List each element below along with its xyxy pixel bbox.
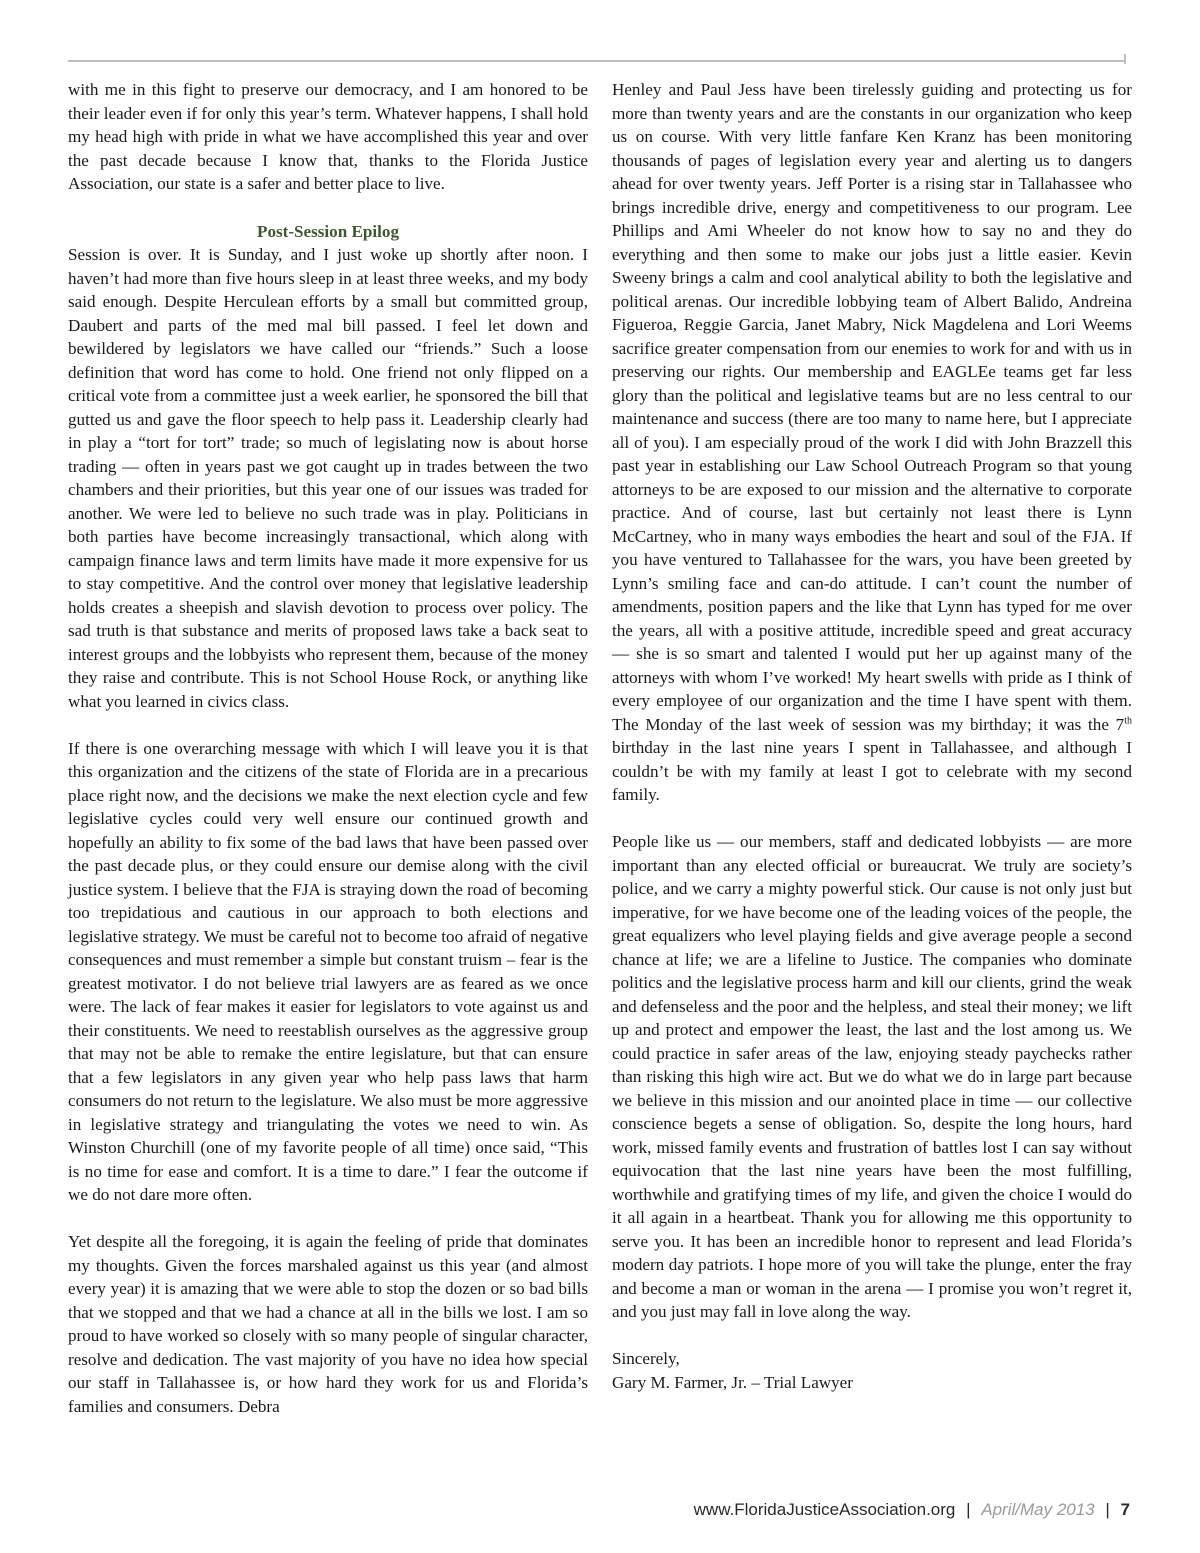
left-text-column [68, 78, 588, 1418]
closing-salutation: Sincerely, [612, 1349, 680, 1368]
right-paragraph-1-main: Henley and Paul Jess have been tirelessly guiding and protecting us for more than twenty years and are the constants in our organization who keep us on course. With very little fanfare Ken Kranz has been monitoring thousands of pages of legislation every year and alerting us to dangers ahead for over twenty years. Jeff Porter is a rising star in Tallahassee who brings incredible drive, energy and competitiveness to our program. Lee Phillips and Ami Wheeler do not know how to say no and they do everything and then some to make our jobs just a little easier. Kevin Sweeny brings a calm and cool analytical ability to both the legislative and political arenas. Our incredible lobbying team of Albert Balido, Andreina Figueroa, Reggie Garcia, Janet Mabry, Nick Magdelena and Lori Weems sacrifice greater compensation from our enemies to work for and with us in preserving our rights. Our membership and EAGLEe teams get far less glory than the political and legislative teams but are no less central to our maintenance and success (there are too many to name here, but I appreciate all of you). I am especially proud of the work I did with John Brazzell this past year in establishing our Law School Outreach Program so that young attorneys to be are exposed to our mission and the alternative to corporate practice. And of course, last but certainly not least there is Lynn McCartney, who in many ways embodies the heart and soul of the FJA. If you have ventured to Tallahassee for the wars, you have been greeted by Lynn’s smiling face and can-do attitude. I can’t count the number of amendments, position papers and the like that Lynn has typed for me over the years, all with a positive attitude, incredible speed and great accuracy — she is so smart and talented I would put her up against many of the attorneys with whom I’ve worked! My heart swells with pride as I think of every employee of our organization and the time I have spent with them. The Monday of the last week of session was my birthday; it was the 7 [612, 80, 1132, 734]
right-paragraph-1-tail: birthday in the last nine years I spent in Tallahassee, and although I couldn’t be with my family at least I got to celebrate with my second family. [612, 738, 1132, 804]
ordinal-superscript: th [1124, 714, 1132, 726]
right-text-column [612, 78, 1132, 1394]
right-paragraph-1 [612, 78, 1132, 807]
footer-website-link[interactable]: www.FloridaJusticeAssociation.org [693, 1500, 956, 1519]
footer-separator-2: | [1105, 1500, 1110, 1519]
footer-issue-date: April/May 2013 [981, 1500, 1095, 1519]
closing-block [612, 1347, 1132, 1394]
footer-separator: | [966, 1500, 971, 1519]
signature-line: Gary M. Farmer, Jr. – Trial Lawyer [612, 1372, 853, 1392]
left-paragraph-3: If there is one overarching message with which I will leave you it is that this organization and the citizens of the state of Florida are in a precarious place right now, and the decisions we make the next election cycle and few legislative cycles could very well ensure our continued growth and hopefully an ability to fix some of the bad laws that have been passed over the past decade plus, or they could ensure our demise along with the civil justice system. I believe that the FJA is straying down the road of becoming too trepidatious and cautious in our approach to both elections and legislative strategy. We must be careful not to become too afraid of negative consequences and must remember a simple but constant truism – fear is the greatest motivator. I do not believe trial lawyers are as feared as we once were. The lack of fear makes it easier for legislators to vote against us and their constituents. We need to reestablish ourselves as the aggressive group that may not be able to remake the entire legislature, but that can ensure that a few legislators in any given year who help pass laws that harm consumers do not return to the legislature. We also must be more aggressive in legislative strategy and triangulating the votes we need to win. As Winston Churchill (one of my favorite people of all time) once said, “This is no time for ease and comfort. It is a time to dare.” I fear the outcome if we do not dare more often. [68, 738, 589, 1204]
footer-page-number: 7 [1120, 1500, 1130, 1519]
left-paragraph-4: Yet despite all the foregoing, it is again the feeling of pride that dominates my thoughts. Given the forces marshaled against us this year (and almost every year) it is amazing that we were able to stop the dozen or so bad bills that we stopped and that we had a chance at all in the bills we lost. I am so proud to have worked so closely with so many people of singular character, resolve and dedication. The vast majority of you have no idea how special our staff in Tallahassee is, or how hard they work for us and Florida’s families and consumers. Debra [68, 1232, 588, 1416]
left-paragraph-1: with me in this fight to preserve our democracy, and I am honored to be their leader even if for only this year’s term. Whatever happens, I shall hold my head high with pride in what we have accomplished this year and over the past decade because I know that, thanks to the Florida Justice Association, our state is a safer and better place to live. [68, 80, 588, 193]
top-divider-end-tick [1124, 54, 1126, 64]
left-paragraph-2: Session is over. It is Sunday, and I just woke up shortly after noon. I haven’t had more than five hours sleep in at least three weeks, and my body said enough. Despite Herculean efforts by a small but committed group, Daubert and parts of the med mal bill passed. I feel let down and bewildered by legislators we have called our “friends.” Such a loose definition that word has come to hold. One friend not only flipped on a critical vote from a committee just a week earlier, he sponsored the bill that gutted us and gave the floor speech to help pass it. Leadership clearly had in play a “tort for tort” trade; so much of legislating now is about horse trading — often in years past we got caught up in trades between the two chambers and their priorities, but this year one of our issues was traded for another. We were led to believe no such trade was in play. Politicians in both parties have become increasingly transactional, which along with campaign finance laws and term limits have made it more expensive for us to stay competitive. And the control over money that legislative leadership holds creates a sheepish and slavish devotion to process over policy. The sad truth is that substance and merits of proposed laws take a back seat to interest groups and the lobbyists who represent them, because of the money they raise and contribute. This is not School House Rock, or anything like what you learned in civics class. [68, 245, 588, 711]
top-divider-rule [68, 60, 1125, 62]
page-footer [620, 1500, 1130, 1520]
section-heading-post-session-epilog: Post-Session Epilog [257, 221, 399, 241]
right-paragraph-2: People like us — our members, staff and dedicated lobbyists — are more important than any elected official or bureaucrat. We truly are society’s police, and we carry a mighty powerful stick. Our cause is not only just but imperative, for we have become one of the leading voices of the people, the great equalizers who level playing fields and give average people a second chance at life; we are a lifeline to Justice. The companies who dominate politics and the legislative process harm and kill our clients, grind the weak and defenseless and the poor and the helpless, and steal their money; we lift up and protect and empower the least, the last and the lost among us. We could practice in safer areas of the law, enjoying steady paychecks rather than risking this high wire act. But we do what we do in large part because we believe in this mission and our anointed place in time — our collective conscience begets a sense of obligation. So, despite the long hours, hard work, missed family events and frustration of battles lost I can say without equivocation that the last nine years have been the most fulfilling, worthwhile and gratifying times of my life, and given the choice I would do it all again in a heartbeat. Thank you for allowing me this opportunity to serve you. It has been an incredible honor to represent and lead Florida’s modern day patriots. I hope more of you will take the plunge, enter the fray and become a man or woman in the arena — I promise you won’t regret it, and you just may fall in love along the way. [612, 832, 1132, 1321]
